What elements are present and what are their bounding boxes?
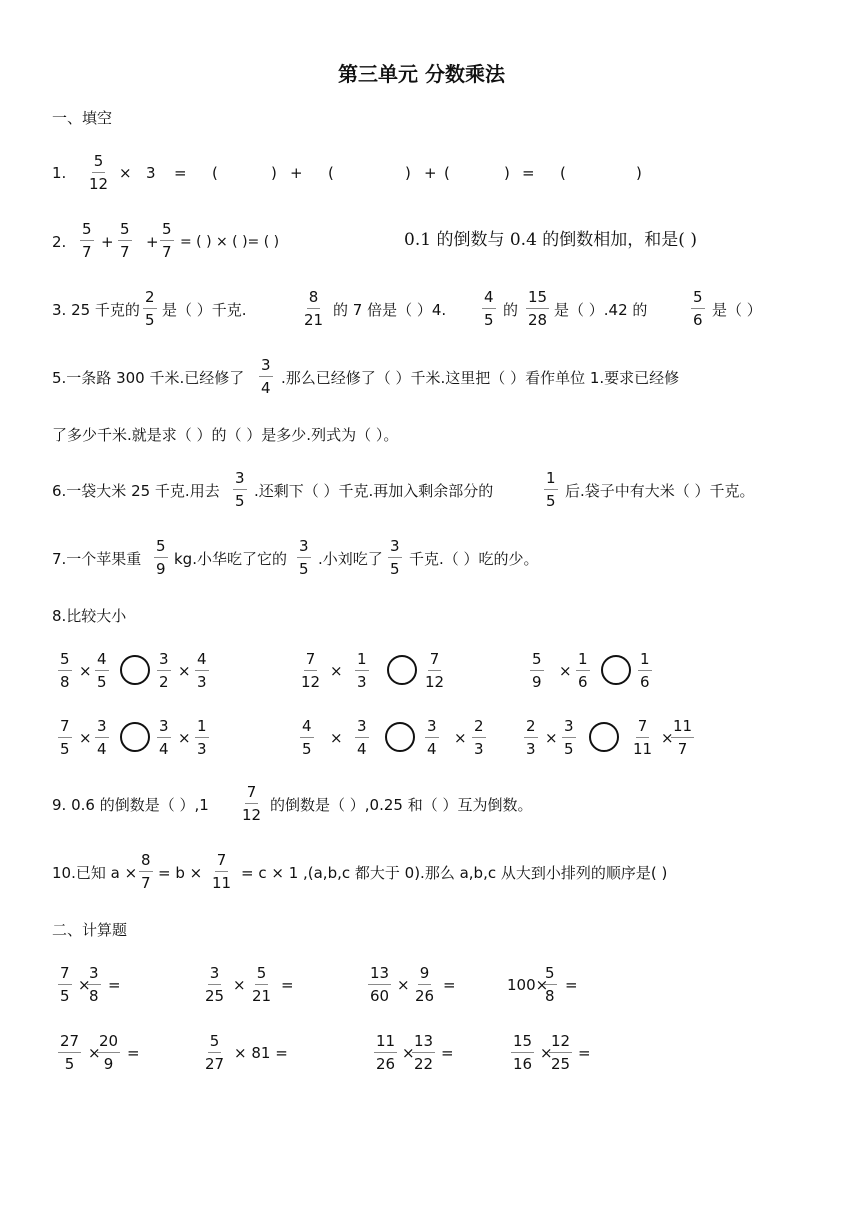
q7-text-c: .小刘吃了: [318, 550, 383, 568]
q8-r2-a4: $\frac{1}{3}$: [197, 717, 207, 758]
q1-blank-3-close[interactable]: ): [504, 164, 510, 182]
q1-equals-2: =: [522, 164, 535, 182]
q9-text-b[interactable]: 的倒数是（ ）,0.25 和（ ）互为倒数。: [270, 796, 533, 814]
calc-r1-s2: $\frac{9}{26}$: [415, 964, 435, 1005]
calc-eq[interactable]: =: [565, 976, 578, 994]
q8-r2-c2: $\frac{3}{5}$: [564, 717, 574, 758]
q8-r1-a4: $\frac{4}{3}$: [197, 650, 207, 691]
q8-r1-compare-circle-c[interactable]: [601, 655, 631, 685]
q4-text-g[interactable]: 是（ ）: [712, 301, 762, 319]
calc-r1-s1: $\frac{13}{60}$: [370, 964, 390, 1005]
section-fill-blank: 一、填空: [52, 109, 113, 127]
q7-text-d[interactable]: 千克.（ ）吃的少。: [409, 550, 539, 568]
q1-blank-2-open[interactable]: (: [328, 164, 334, 182]
calc-r1-q2: $\frac{5}{21}$: [252, 964, 272, 1005]
calc-times: ×: [78, 976, 91, 994]
q10-text-b: = b ×: [158, 864, 203, 882]
q8-r1-a1: $\frac{5}{8}$: [60, 650, 70, 691]
calc-times: ×: [233, 976, 246, 994]
q1-blank-4-open[interactable]: (: [560, 164, 566, 182]
q7-text-b: kg.小华吃了它的: [174, 550, 287, 568]
calc-eq[interactable]: =: [281, 976, 294, 994]
q8-r2-c1: $\frac{2}{3}$: [526, 717, 536, 758]
q1-blank-2-close[interactable]: ): [405, 164, 411, 182]
calc-times: ×: [402, 1044, 415, 1062]
q10-fraction-2: $\frac{7}{11}$: [212, 851, 232, 892]
q6-fraction-2: $\frac{1}{5}$: [546, 469, 556, 510]
q3-text-c[interactable]: 的 7 倍是（ ）4.: [333, 301, 447, 319]
q1-plus-1: +: [290, 164, 303, 182]
q8-r2-b4: $\frac{2}{3}$: [474, 717, 484, 758]
q8-times: ×: [454, 729, 467, 747]
q3-text-a: 3. 25 千克的: [52, 301, 140, 319]
q5-text-b[interactable]: .那么已经修了（ ）千米.这里把（ ）看作单位 1.要求已经修: [281, 369, 680, 387]
calc-r2-p2: $\frac{20}{9}$: [99, 1032, 119, 1073]
q4-text-e[interactable]: 是（ ）.42 的: [554, 301, 648, 319]
q8-times: ×: [79, 729, 92, 747]
q8-r2-a3: $\frac{3}{4}$: [159, 717, 169, 758]
q2-plus-2: +: [146, 233, 159, 251]
calc-r2-s2: $\frac{13}{22}$: [414, 1032, 434, 1073]
q8-times: ×: [661, 729, 674, 747]
q1-equals: =: [174, 164, 187, 182]
page-title: 第三单元 分数乘法: [338, 62, 505, 86]
calc-eq[interactable]: =: [578, 1044, 591, 1062]
q5-text-a: 5.一条路 300 千米.已经修了: [52, 369, 245, 387]
calc-r1-t1: $\frac{5}{8}$: [545, 964, 555, 1005]
q3-fraction-1: $\frac{2}{5}$: [145, 288, 155, 329]
q8-r2-b1: $\frac{4}{5}$: [302, 717, 312, 758]
q4-fraction-2: $\frac{15}{28}$: [528, 288, 548, 329]
q8-r2-compare-circle-b[interactable]: [385, 722, 415, 752]
q8-r2-a2: $\frac{3}{4}$: [97, 717, 107, 758]
q4-text-d: 的: [503, 301, 519, 319]
q3-text-b[interactable]: 是（ ）千克.: [162, 301, 247, 319]
q1-times: ×: [119, 164, 132, 182]
q8-times: ×: [559, 662, 572, 680]
q2-plus-1: +: [101, 233, 114, 251]
calc-r1-q1: $\frac{3}{25}$: [205, 964, 225, 1005]
q10-fraction-1: $\frac{8}{7}$: [141, 851, 151, 892]
q6-text-c[interactable]: 后.袋子中有大米（ ）千克。: [565, 482, 755, 500]
q6-text-a: 6.一袋大米 25 千克.用去: [52, 482, 220, 500]
q8-times: ×: [178, 729, 191, 747]
q2-number: 2.: [52, 233, 67, 251]
q8-times: ×: [545, 729, 558, 747]
q8-r2-c3: $\frac{7}{11}$: [633, 717, 653, 758]
q8-label: 8.比较大小: [52, 607, 127, 625]
q2-reciprocal-sum[interactable]: 0.1 的倒数与 0.4 的倒数相加，和是( ): [404, 230, 697, 250]
q7-fraction-3: $\frac{3}{5}$: [390, 537, 400, 578]
q8-times: ×: [330, 662, 343, 680]
q10-text-a: 10.已知 a ×: [52, 864, 138, 882]
q1-blank-1-open[interactable]: (: [212, 164, 218, 182]
q1-fraction: $\frac{5}{12}$: [89, 152, 109, 193]
q8-r2-a1: $\frac{7}{5}$: [60, 717, 70, 758]
q8-r1-b1: $\frac{7}{12}$: [301, 650, 321, 691]
q8-times: ×: [330, 729, 343, 747]
q9-text-a[interactable]: 9. 0.6 的倒数是（ ）,1: [52, 796, 209, 814]
q8-r2-compare-circle-a[interactable]: [120, 722, 150, 752]
q8-r1-b3: $\frac{7}{12}$: [425, 650, 445, 691]
calc-eq[interactable]: =: [443, 976, 456, 994]
q4-fraction-1: $\frac{4}{5}$: [484, 288, 494, 329]
q8-r1-c2: $\frac{1}{6}$: [578, 650, 588, 691]
calc-r1-p1: $\frac{7}{5}$: [60, 964, 70, 1005]
q6-fraction-1: $\frac{3}{5}$: [235, 469, 245, 510]
q8-times: ×: [79, 662, 92, 680]
q8-r1-compare-circle-b[interactable]: [387, 655, 417, 685]
calc-eq[interactable]: =: [127, 1044, 140, 1062]
calc-r2-t1: $\frac{15}{16}$: [513, 1032, 533, 1073]
q7-fraction-1: $\frac{5}{9}$: [156, 537, 166, 578]
q2-fraction-2: $\frac{5}{7}$: [120, 220, 130, 261]
q7-fraction-2: $\frac{3}{5}$: [299, 537, 309, 578]
q1-blank-4-close[interactable]: ): [636, 164, 642, 182]
q10-text-c[interactable]: = c × 1 ,(a,b,c 都大于 0).那么 a,b,c 从大到小排列的顺序是( ): [241, 864, 668, 882]
q8-r1-c1: $\frac{5}{9}$: [532, 650, 542, 691]
q3-fraction-2: $\frac{8}{21}$: [304, 288, 324, 329]
calc-r2-p1: $\frac{27}{5}$: [60, 1032, 80, 1073]
calc-r2-s1: $\frac{11}{26}$: [376, 1032, 396, 1073]
q1-number: 1.: [52, 164, 67, 182]
calc-times: ×: [540, 1044, 553, 1062]
q8-r1-a2: $\frac{4}{5}$: [97, 650, 107, 691]
q1-blank-3-open[interactable]: (: [444, 164, 450, 182]
q8-r2-compare-circle-c[interactable]: [589, 722, 619, 752]
q1-plus-2: +: [424, 164, 437, 182]
section-calculation: 二、计算题: [52, 921, 128, 939]
q8-r1-c3: $\frac{1}{6}$: [640, 650, 650, 691]
q5-text-line2[interactable]: 了多少千米.就是求（ ）的（ ）是多少.列式为（ ）。: [52, 426, 399, 444]
q1-blank-1-close[interactable]: ): [271, 164, 277, 182]
calc-r2-q1: $\frac{5}{27}$: [205, 1032, 225, 1073]
calc-r2-q2[interactable]: × 81 =: [234, 1044, 288, 1062]
calc-eq[interactable]: =: [108, 976, 121, 994]
q1-three: 3: [146, 164, 156, 182]
q8-r1-b2: $\frac{1}{3}$: [357, 650, 367, 691]
q6-text-b[interactable]: .还剩下（ ）千克.再加入剩余部分的: [254, 482, 494, 500]
calc-times: ×: [397, 976, 410, 994]
calc-r2-t2: $\frac{12}{25}$: [551, 1032, 571, 1073]
q2-fraction-3: $\frac{5}{7}$: [162, 220, 172, 261]
q8-r1-compare-circle-a[interactable]: [120, 655, 150, 685]
q8-r2-b3: $\frac{3}{4}$: [427, 717, 437, 758]
q4-fraction-3: $\frac{5}{6}$: [693, 288, 703, 329]
q5-fraction-1: $\frac{3}{4}$: [261, 356, 271, 397]
calc-r1-p2: $\frac{3}{8}$: [89, 964, 99, 1005]
q8-r1-a3: $\frac{3}{2}$: [159, 650, 169, 691]
calc-r1-t0: 100×: [507, 976, 549, 994]
calc-eq[interactable]: =: [441, 1044, 454, 1062]
q2-blanks[interactable]: = ( ) × ( )= ( ): [180, 234, 280, 250]
q9-fraction-1: $\frac{7}{12}$: [242, 783, 262, 824]
q8-times: ×: [178, 662, 191, 680]
calc-times: ×: [88, 1044, 101, 1062]
q7-text-a: 7.一个苹果重: [52, 550, 142, 568]
q2-fraction-1: $\frac{5}{7}$: [82, 220, 92, 261]
q8-r2-c4: $\frac{11}{7}$: [673, 717, 693, 758]
q8-r2-b2: $\frac{3}{4}$: [357, 717, 367, 758]
